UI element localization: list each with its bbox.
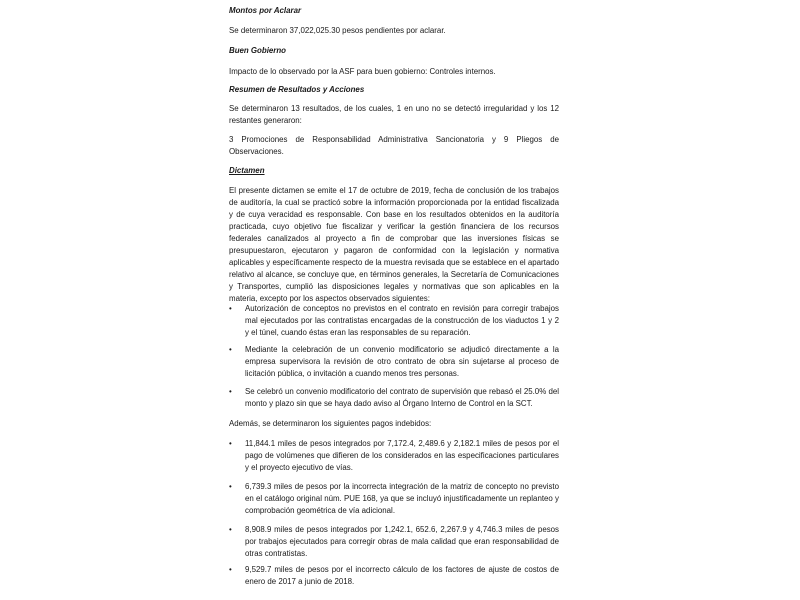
pagos-list (229, 438, 559, 474)
list-item-text: Se celebró un convenio modificatorio del contrato de supervisión que rebasó el 25.0% del monto y plazo sin que se haya dado aviso al Órgano Interno de Control en la SCT. (245, 387, 559, 408)
pagos-list (229, 564, 559, 588)
list-item (229, 344, 559, 380)
bullet-icon: • (229, 525, 232, 534)
list-item-text: 9,529.7 miles de pesos por el incorrecto cálculo de los factores de ajuste de costos de enero de 2017 a junio de 2018. (245, 565, 559, 586)
pagos-intro-text: Además, se determinaron los siguientes pagos indebidos: (229, 419, 432, 428)
list-item (229, 524, 559, 560)
bullet-icon: • (229, 439, 232, 448)
list-item (229, 386, 559, 410)
list-item-text: 11,844.1 miles de pesos integrados por 7,172.4, 2,489.6 y 2,182.1 miles de pesos por el pago de volúmenes que difieren de los considerados en las especificaciones particulares y el proyecto ejecutivo de vías. (245, 439, 559, 472)
list-item-text: 6,739.3 miles de pesos por la incorrecta integración de la matriz de concepto no previsto en el catálogo original núm. PUE 168, ya que se incluyó injustificadamente un replanteo y comprobación geométrica de vía adicional. (245, 482, 559, 515)
buen-gobierno-heading: Buen Gobierno (229, 46, 286, 55)
buen-gobierno-text: Impacto de lo observado por la ASF para buen gobierno: Controles internos. (229, 67, 496, 76)
list-item-text: 8,908.9 miles de pesos integrados por 1,242.1, 652.6, 2,267.9 y 4,746.3 miles de pesos por trabajos ejecutados para corregir obras de mala calidad que eran responsabilidad de otras contratistas. (245, 525, 559, 558)
bullet-icon: • (229, 345, 232, 354)
list-item (229, 481, 559, 517)
bullet-icon: • (229, 565, 232, 574)
dictamen-heading: Dictamen (229, 166, 265, 175)
list-item-text: Mediante la celebración de un convenio modificatorio se adjudicó directamente a la empresa supervisora la revisión de otro contrato de obra sin sujetarse al proceso de licitación pública, o invitación a cuando menos tres personas. (245, 345, 559, 378)
bullet-icon: • (229, 387, 232, 396)
dictamen-text: El presente dictamen se emite el 17 de octubre de 2019, fecha de conclusión de los trabajos de auditoría, la cual se practicó sobre la información proporcionada por la entidad fiscalizada y de cuya veracidad es responsable. Con base en los resultados obtenidos en la auditoría practicada, cuyo objetivo fue fiscalizar y verificar la gestión financiera de los recursos federales canalizados al proyecto a fin de comprobar que las inversiones físicas se presupuestaron, ejecutaron y pagaron de conformidad con la legislación y normativa aplicables y específicamente respecto de la muestra revisada que se establece en el apartado relativo al alcance, se concluye que, en términos generales, la Secretaría de Comunicaciones y Transportes, cumplió las disposiciones legales y normativas que son aplicables en la materia, excepto por los aspectos observados siguientes: (229, 186, 559, 303)
observaciones-list (229, 344, 559, 380)
observaciones-list (229, 386, 559, 410)
montos-heading: Montos por Aclarar (229, 6, 302, 15)
bullet-icon: • (229, 304, 232, 313)
pagos-list (229, 524, 559, 560)
pagos-list (229, 481, 559, 517)
list-item (229, 564, 559, 588)
montos-text: Se determinaron 37,022,025.30 pesos pendientes por aclarar. (229, 26, 446, 35)
list-item (229, 303, 559, 339)
resumen-acciones-text: 3 Promociones de Responsabilidad Administrativa Sancionatoria y 9 Pliegos de Observaciones. (229, 135, 559, 156)
resumen-text: Se determinaron 13 resultados, de los cuales, 1 en uno no se detectó irregularidad y los 12 restantes generaron: (229, 104, 559, 125)
list-item (229, 438, 559, 474)
resumen-heading: Resumen de Resultados y Acciones (229, 85, 365, 94)
bullet-icon: • (229, 482, 232, 491)
observaciones-list (229, 303, 559, 339)
list-item-text: Autorización de conceptos no previstos en el contrato en revisión para corregir trabajos mal ejecutados por las contratistas encargadas de la construcción de los viaductos 1 y 2 y el túnel, cuando éstas eran las responsables de su reparación. (245, 304, 559, 337)
